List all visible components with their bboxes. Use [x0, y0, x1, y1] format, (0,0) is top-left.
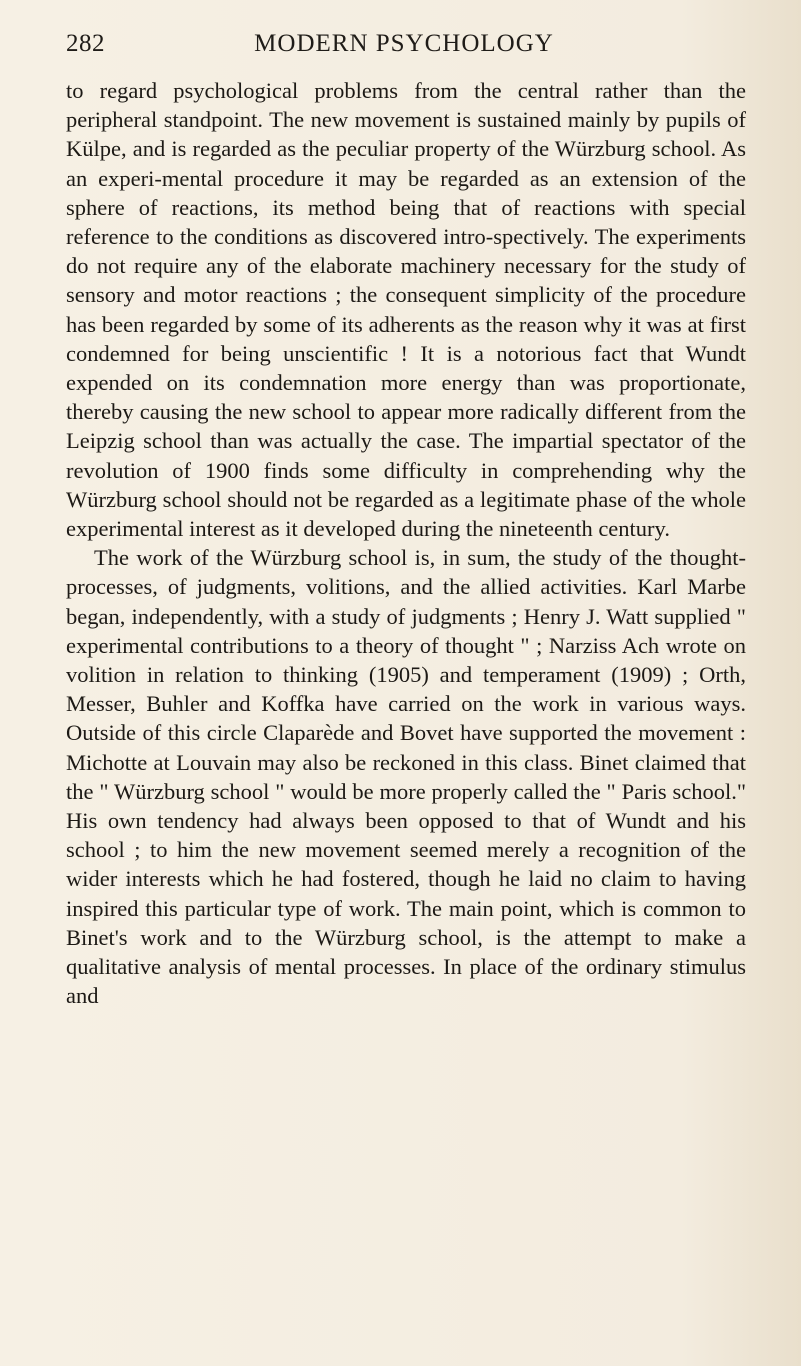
page-header [66, 30, 742, 64]
running-head: MODERN PSYCHOLOGY [254, 30, 554, 57]
page-number: 282 [66, 30, 105, 57]
body-text [66, 76, 746, 1011]
paragraph-continued: to regard psychological problems from the central rather than the peripheral standpoint. The new movement is sustained mainly by pupils of Külpe, and is regarded as the peculiar property of the Würzburg school. As an experi-mental procedure it may be regarded as an extension of the sphere of reactions, its method being that of reactions with special reference to the conditions as discovered intro-spectively. The experiments do not require any of the elaborate machinery necessary for the study of sensory and motor reactions ; the consequent simplicity of the procedure has been regarded by some of its adherents as the reason why it was at first condemned for being unscientific ! It is a notorious fact that Wundt expended on its condemnation more energy than was proportionate, thereby causing the new school to appear more radically different from the Leipzig school than was actually the case. The impartial spectator of the revolution of 1900 finds some difficulty in comprehending why the Würzburg school should not be regarded as a legitimate phase of the whole experimental interest as it developed during the nineteenth century. [66, 78, 746, 542]
paragraph-wurzburg-school: The work of the Würzburg school is, in sum, the study of the thought-processes, of judgments, volitions, and the allied activities. Karl Marbe began, independently, with a study of judgments ; Henry J. Watt supplied " experimental contributions to a theory of thought " ; Narziss Ach wrote on volition in relation to thinking (1905) and temperament (1909) ; Orth, Messer, Buhler and Koffka have carried on the work in various ways. Outside of this circle Claparède and Bovet have supported the movement : Michotte at Louvain may also be reckoned in this class. Binet claimed that the " Würzburg school " would be more properly called the " Paris school." His own tendency had always been opposed to that of Wundt and his school ; to him the new movement seemed merely a recognition of the wider interests which he had fostered, though he laid no claim to having inspired this particular type of work. The main point, which is common to Binet's work and to the Würzburg school, is the attempt to make a qualitative analysis of mental processes. In place of the ordinary stimulus and [66, 545, 746, 1009]
